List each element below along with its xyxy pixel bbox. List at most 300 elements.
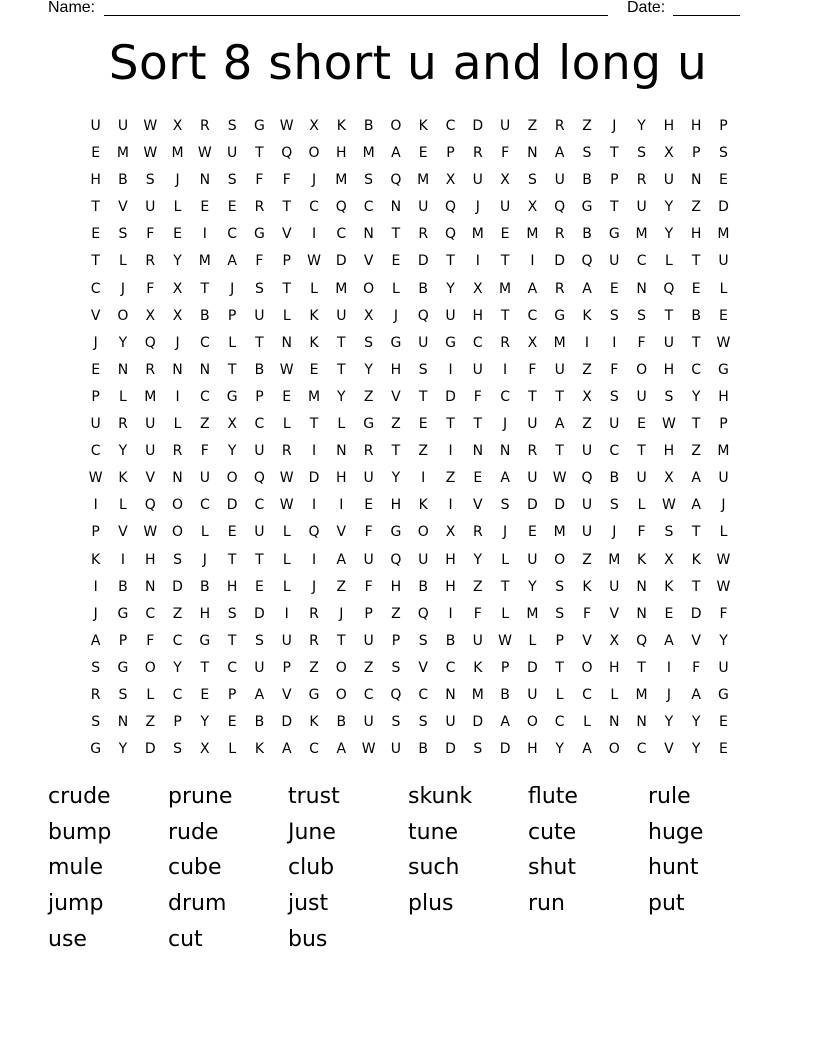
grid-letter: S <box>364 172 374 189</box>
grid-letter: Y <box>691 388 701 405</box>
grid-letter: H <box>445 578 456 595</box>
date-blank-line <box>673 15 740 16</box>
grid-letter: P <box>500 659 510 676</box>
word-bank-item: run <box>528 891 565 917</box>
grid-letter: U <box>718 253 729 270</box>
grid-letter: X <box>445 172 456 189</box>
grid-letter: Z <box>582 118 592 134</box>
grid-letter: E <box>418 416 428 433</box>
word-bank-item: bus <box>288 926 328 952</box>
grid-letter: U <box>581 524 593 541</box>
grid-letter: L <box>282 578 291 595</box>
grid-letter: O <box>417 524 429 541</box>
grid-letter: E <box>719 172 728 189</box>
grid-letter: Y <box>200 714 210 731</box>
grid-letter: X <box>664 470 674 487</box>
grid-letter: A <box>582 741 592 758</box>
grid-letter: T <box>555 659 564 676</box>
grid-letter: W <box>661 497 676 514</box>
grid-letter: X <box>582 388 592 405</box>
word-bank-item: huge <box>648 819 704 845</box>
grid-letter: U <box>418 199 429 216</box>
grid-letter: O <box>117 307 129 324</box>
word-bank-item: bump <box>48 819 112 845</box>
grid-letter: H <box>690 118 702 134</box>
grid-letter: G <box>308 686 320 703</box>
grid-letter: Z <box>691 443 701 460</box>
grid-letter: R <box>172 443 183 460</box>
grid-letter: S <box>527 172 537 189</box>
grid-letter: Y <box>364 361 373 378</box>
word-bank-item: rule <box>648 784 691 809</box>
grid-letter: T <box>391 443 401 460</box>
grid-letter: G <box>117 659 129 676</box>
grid-letter: T <box>555 388 564 405</box>
grid-letter: R <box>309 605 319 622</box>
grid-letter: U <box>527 416 538 433</box>
grid-letter: C <box>199 497 210 514</box>
grid-letter: F <box>719 605 728 622</box>
grid-letter: M <box>362 145 375 162</box>
grid-letter: K <box>309 307 319 324</box>
grid-letter: P <box>719 416 728 433</box>
grid-letter: S <box>418 632 428 649</box>
grid-letter: Q <box>444 199 457 216</box>
grid-letter: O <box>308 145 320 162</box>
grid-letter: Y <box>555 741 564 758</box>
grid-letter: E <box>719 741 728 758</box>
grid-letter: Q <box>390 551 402 568</box>
grid-letter: T <box>227 361 237 378</box>
grid-letter: N <box>145 578 156 595</box>
grid-letter: E <box>364 497 374 514</box>
grid-letter: H <box>390 578 402 595</box>
grid-letter: K <box>473 659 483 676</box>
grid-letter: D <box>554 497 566 514</box>
grid-letter: Q <box>281 145 293 162</box>
grid-letter: I <box>448 443 453 460</box>
grid-letter: T <box>255 551 264 568</box>
grid-letter: T <box>691 524 701 541</box>
grid-letter: W <box>279 361 294 378</box>
grid-letter: T <box>255 334 264 351</box>
word-bank-item: jump <box>48 891 104 917</box>
grid-letter: C <box>90 280 101 297</box>
grid-letter: F <box>146 226 155 243</box>
word-bank-item: club <box>288 855 335 881</box>
grid-letter: M <box>526 226 539 243</box>
grid-letter: B <box>254 714 265 731</box>
grid-letter: J <box>666 686 671 703</box>
grid-letter: P <box>227 686 237 703</box>
grid-letter: T <box>91 253 100 270</box>
grid-letter: L <box>310 280 318 297</box>
grid-letter: V <box>118 524 128 541</box>
grid-letter: V <box>473 497 483 514</box>
grid-letter: X <box>609 632 620 649</box>
grid-letter: U <box>145 443 156 460</box>
grid-letter: F <box>501 145 510 162</box>
grid-letter: S <box>637 145 647 162</box>
grid-letter: A <box>336 741 347 758</box>
grid-letter: T <box>528 388 537 405</box>
grid-letter: H <box>527 741 538 758</box>
grid-letter: M <box>335 280 348 297</box>
grid-letter: L <box>583 714 591 731</box>
grid-letter: U <box>554 172 565 189</box>
grid-letter: X <box>473 280 483 297</box>
word-bank-item: cut <box>168 926 203 952</box>
grid-letter: T <box>255 145 264 162</box>
grid-letter: S <box>391 714 401 731</box>
word-bank-item: hunt <box>648 855 699 881</box>
grid-letter: G <box>718 686 729 703</box>
grid-letter: O <box>144 659 156 676</box>
grid-letter: W <box>279 118 294 134</box>
grid-letter: A <box>227 253 237 270</box>
grid-letter: C <box>418 686 429 703</box>
name-label: Name: <box>48 0 96 16</box>
grid-letter: M <box>608 551 621 568</box>
grid-letter: R <box>363 443 374 460</box>
grid-letter: J <box>93 605 98 622</box>
grid-letter: G <box>199 632 211 649</box>
grid-letter: L <box>528 632 537 649</box>
grid-letter: R <box>472 524 483 541</box>
grid-letter: T <box>500 578 510 595</box>
grid-letter: M <box>635 686 648 703</box>
grid-letter: C <box>500 388 510 405</box>
grid-letter: K <box>582 578 592 595</box>
grid-letter: C <box>554 714 565 731</box>
grid-letter: U <box>636 199 647 216</box>
grid-letter: U <box>254 524 265 541</box>
grid-letter: L <box>282 307 291 324</box>
grid-letter: O <box>581 659 593 676</box>
grid-letter: T <box>691 578 701 595</box>
grid-letter: Y <box>227 443 237 460</box>
grid-letter: Q <box>581 253 593 270</box>
grid-letter: Y <box>528 578 537 595</box>
grid-letter: A <box>336 551 347 568</box>
grid-letter: U <box>363 470 374 487</box>
grid-letter: P <box>446 145 455 162</box>
grid-letter: F <box>637 334 646 351</box>
grid-letter: D <box>172 578 183 595</box>
grid-letter: O <box>526 714 538 731</box>
grid-letter: Z <box>582 551 592 568</box>
grid-letter: T <box>418 388 428 405</box>
grid-letter: I <box>202 226 207 243</box>
grid-letter: X <box>172 307 183 324</box>
grid-letter: W <box>307 253 321 270</box>
grid-letter: U <box>363 632 374 649</box>
grid-letter: L <box>146 686 155 703</box>
grid-letter: K <box>254 741 265 758</box>
grid-letter: S <box>609 307 619 324</box>
word-bank-item: prune <box>168 784 233 809</box>
grid-letter: B <box>118 172 128 189</box>
grid-letter: T <box>282 199 291 216</box>
grid-letter: F <box>146 632 155 649</box>
grid-letter: K <box>336 118 346 134</box>
grid-letter: C <box>172 632 183 649</box>
grid-letter: C <box>363 686 374 703</box>
grid-letter: Z <box>172 605 183 622</box>
grid-letter: M <box>116 145 129 162</box>
grid-letter: J <box>120 280 126 297</box>
grid-letter: T <box>500 253 510 270</box>
grid-letter: T <box>500 307 510 324</box>
grid-letter: J <box>339 605 344 622</box>
grid-letter: R <box>636 172 647 189</box>
grid-letter: G <box>254 118 265 134</box>
grid-letter: I <box>311 497 317 514</box>
grid-letter: W <box>279 497 294 514</box>
grid-letter: U <box>90 118 101 134</box>
grid-letter: Y <box>118 334 128 351</box>
grid-letter: D <box>226 497 238 514</box>
grid-letter: Y <box>118 443 128 460</box>
grid-letter: D <box>254 605 265 622</box>
grid-letter: C <box>445 659 456 676</box>
grid-letter: Z <box>145 714 156 731</box>
grid-letter: J <box>612 118 617 134</box>
grid-letter: M <box>553 334 566 351</box>
grid-letter: U <box>281 632 292 649</box>
grid-letter: E <box>500 226 510 243</box>
grid-letter: F <box>582 605 592 622</box>
grid-letter: L <box>282 416 291 433</box>
grid-letter: K <box>118 470 128 487</box>
grid-letter: U <box>472 632 483 649</box>
grid-letter: L <box>337 416 346 433</box>
grid-letter: A <box>281 741 292 758</box>
grid-letter: A <box>500 470 510 487</box>
grid-letter: C <box>691 361 702 378</box>
grid-letter: V <box>90 307 101 324</box>
grid-letter: G <box>254 226 265 243</box>
grid-letter: J <box>175 172 180 189</box>
grid-letter: S <box>173 551 182 568</box>
grid-letter: P <box>282 253 291 270</box>
grid-letter: L <box>228 741 237 758</box>
grid-letter: L <box>555 686 564 703</box>
grid-letter: G <box>390 524 402 541</box>
grid-letter: J <box>612 524 617 541</box>
grid-letter: S <box>391 659 401 676</box>
grid-letter: J <box>311 172 317 189</box>
grid-letter: E <box>609 280 619 297</box>
grid-letter: Z <box>363 388 374 405</box>
grid-letter: F <box>528 361 537 378</box>
word-bank-item: put <box>648 891 685 917</box>
grid-letter: V <box>664 741 674 758</box>
grid-letter: M <box>171 145 184 162</box>
grid-letter: Z <box>309 659 319 676</box>
grid-letter: Q <box>144 334 156 351</box>
grid-letter: E <box>227 199 237 216</box>
grid-letter: Q <box>636 632 648 649</box>
grid-letter: V <box>582 632 592 649</box>
grid-letter: E <box>227 524 237 541</box>
grid-letter: H <box>609 659 620 676</box>
grid-letter: C <box>472 334 483 351</box>
grid-letter: U <box>145 199 156 216</box>
grid-letter: X <box>363 307 374 324</box>
grid-letter: V <box>391 388 401 405</box>
grid-letter: B <box>418 280 429 297</box>
grid-letter: I <box>120 551 126 568</box>
grid-letter: C <box>199 388 210 405</box>
grid-letter: R <box>527 443 538 460</box>
grid-letter: V <box>118 199 128 216</box>
grid-letter: U <box>554 361 565 378</box>
grid-letter: U <box>472 172 483 189</box>
date-label: Date: <box>627 0 666 16</box>
grid-letter: M <box>717 226 730 243</box>
grid-letter: R <box>554 118 565 134</box>
grid-letter: L <box>228 334 237 351</box>
grid-letter: U <box>254 307 265 324</box>
grid-letter: F <box>610 361 619 378</box>
grid-letter: Z <box>391 605 401 622</box>
grid-letter: T <box>337 632 346 649</box>
grid-letter: W <box>716 551 731 568</box>
grid-letter: H <box>472 307 484 324</box>
grid-letter: T <box>200 280 210 297</box>
grid-letter: M <box>717 443 730 460</box>
grid-letter: Y <box>118 741 128 758</box>
grid-letter: P <box>282 659 291 676</box>
grid-letter: J <box>393 307 398 324</box>
grid-letter: C <box>254 497 265 514</box>
grid-letter: G <box>718 361 729 378</box>
grid-letter: N <box>199 361 211 378</box>
grid-letter: Q <box>417 605 429 622</box>
grid-letter: S <box>118 686 128 703</box>
grid-letter: N <box>117 714 129 731</box>
grid-letter: Q <box>663 280 675 297</box>
grid-letter: N <box>527 145 538 162</box>
grid-letter: I <box>311 226 317 243</box>
grid-letter: X <box>527 334 538 351</box>
grid-letter: N <box>363 226 374 243</box>
grid-letter: N <box>690 172 702 189</box>
grid-letter: L <box>719 524 728 541</box>
grid-letter: M <box>471 686 484 703</box>
grid-letter: D <box>445 741 456 758</box>
grid-letter: E <box>719 714 728 731</box>
grid-letter: J <box>721 497 726 514</box>
grid-letter: T <box>446 416 455 433</box>
grid-letter: W <box>716 578 731 595</box>
grid-letter: T <box>91 199 100 216</box>
grid-letter: S <box>418 714 428 731</box>
grid-letter: A <box>554 416 565 433</box>
grid-letter: C <box>363 199 374 216</box>
grid-letter: O <box>636 361 648 378</box>
grid-letter: U <box>117 118 129 134</box>
grid-letter: I <box>666 659 671 676</box>
grid-letter: W <box>197 145 212 162</box>
grid-letter: P <box>610 172 619 189</box>
word-bank-item: June <box>288 819 336 845</box>
grid-letter: N <box>609 714 620 731</box>
grid-letter: U <box>254 443 265 460</box>
grid-letter: U <box>663 172 674 189</box>
grid-letter: R <box>199 118 210 134</box>
grid-letter: C <box>227 226 238 243</box>
grid-letter: O <box>335 686 347 703</box>
grid-letter: V <box>336 524 347 541</box>
grid-letter: C <box>90 443 101 460</box>
grid-letter: L <box>119 388 127 405</box>
grid-letter: E <box>691 280 701 297</box>
grid-letter: X <box>145 307 156 324</box>
grid-letter: H <box>90 172 101 189</box>
grid-letter: T <box>691 253 701 270</box>
grid-letter: Z <box>582 361 592 378</box>
grid-letter: L <box>501 551 509 568</box>
grid-letter: L <box>501 605 509 622</box>
grid-letter: S <box>555 578 565 595</box>
grid-letter: L <box>173 199 182 216</box>
grid-letter: R <box>309 632 319 649</box>
grid-letter: N <box>636 605 647 622</box>
grid-letter: R <box>418 226 429 243</box>
grid-letter: T <box>610 199 619 216</box>
grid-letter: Y <box>719 632 728 649</box>
grid-letter: B <box>336 714 347 731</box>
word-bank-item: use <box>48 926 87 952</box>
grid-letter: W <box>143 118 158 134</box>
grid-letter: H <box>336 145 347 162</box>
grid-letter: L <box>200 524 209 541</box>
grid-letter: U <box>527 551 538 568</box>
grid-letter: F <box>473 605 482 622</box>
grid-letter: G <box>554 307 566 324</box>
grid-letter: E <box>200 199 210 216</box>
grid-letter: X <box>227 416 237 433</box>
word-bank-item: cute <box>528 819 577 845</box>
grid-letter: O <box>172 524 184 541</box>
grid-letter: T <box>691 334 701 351</box>
grid-letter: T <box>664 307 674 324</box>
grid-letter: I <box>93 578 98 595</box>
word-bank-item: shut <box>528 855 576 881</box>
grid-letter: Q <box>390 172 402 189</box>
grid-letter: D <box>690 605 702 622</box>
grid-letter: S <box>145 172 155 189</box>
grid-letter: S <box>719 145 728 162</box>
grid-letter: U <box>418 334 429 351</box>
grid-letter: A <box>391 145 401 162</box>
grid-letter: C <box>636 253 647 270</box>
grid-letter: G <box>363 416 375 433</box>
word-bank-item: tune <box>408 819 459 845</box>
grid-letter: R <box>554 280 565 297</box>
grid-letter: M <box>499 280 512 297</box>
grid-letter: S <box>91 659 101 676</box>
grid-letter: U <box>499 199 511 216</box>
grid-letter: A <box>582 280 592 297</box>
grid-letter: B <box>200 307 210 324</box>
grid-letter: V <box>691 632 701 649</box>
word-bank-item: mule <box>48 855 104 881</box>
grid-letter: E <box>418 145 428 162</box>
grid-letter: T <box>555 443 564 460</box>
